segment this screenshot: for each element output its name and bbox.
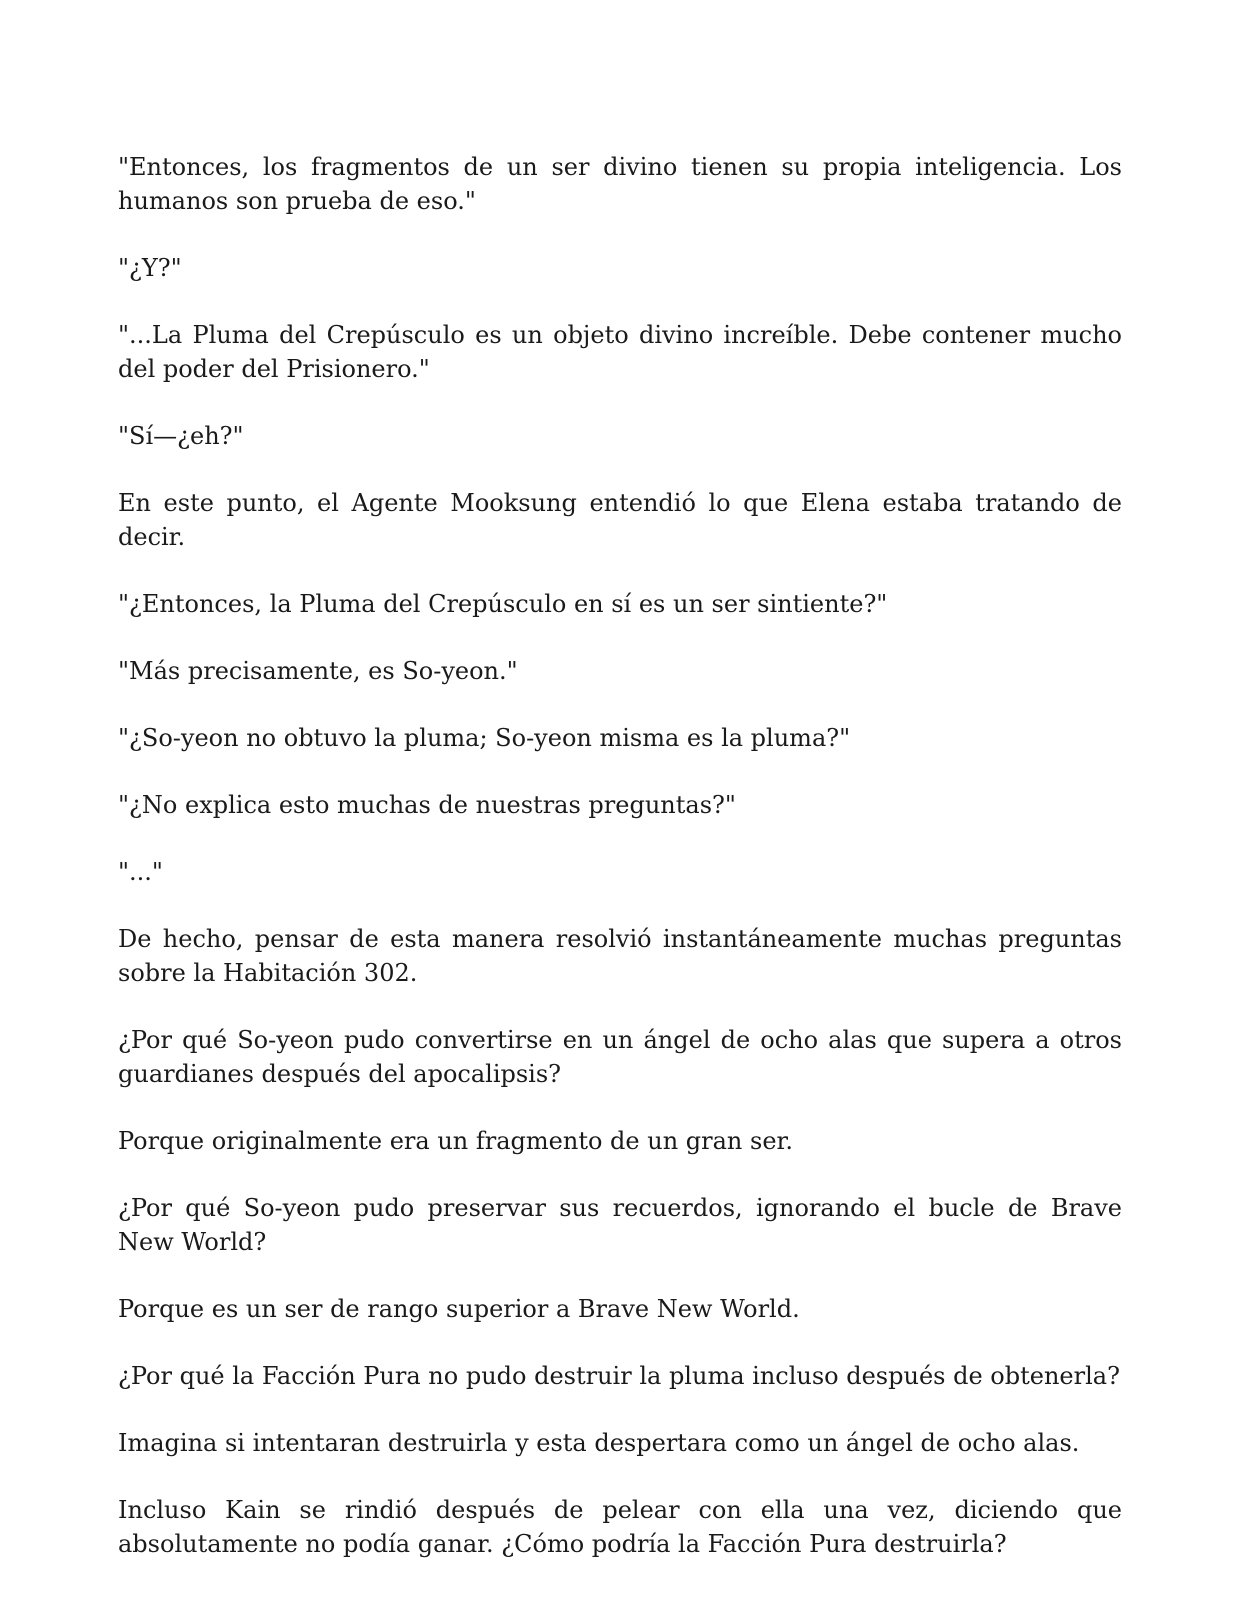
paragraph: ¿Por qué So-yeon pudo preservar sus recuerdos, ignorando el bucle de Brave New World?: [118, 1194, 1122, 1256]
paragraph: ¿Por qué So-yeon pudo convertirse en un ángel de ocho alas que supera a otros guardianes después del apocalipsis?: [118, 1026, 1122, 1088]
paragraph: De hecho, pensar de esta manera resolvió instantáneamente muchas preguntas sobre la Habitación 302.: [118, 925, 1122, 987]
paragraph: Porque originalmente era un fragmento de un gran ser.: [118, 1127, 793, 1155]
paragraph: ¿Por qué la Facción Pura no pudo destruir la pluma incluso después de obtenerla?: [118, 1362, 1120, 1390]
paragraph: Incluso Kain se rindió después de pelear con ella una vez, diciendo que absolutamente no podía ganar. ¿Cómo podría la Facción Pura destruirla?: [118, 1496, 1122, 1558]
paragraph: "¿No explica esto muchas de nuestras preguntas?": [118, 791, 736, 819]
paragraph: "Más precisamente, es So-yeon.": [118, 657, 518, 685]
paragraph: "¿Entonces, la Pluma del Crepúsculo en sí es un ser sintiente?": [118, 590, 888, 618]
paragraph: "¿So-yeon no obtuvo la pluma; So-yeon misma es la pluma?": [118, 724, 851, 752]
document-body: [118, 150, 1122, 1594]
paragraph: "Entonces, los fragmentos de un ser divino tienen su propia inteligencia. Los humanos son prueba de eso.": [118, 153, 1122, 215]
paragraph: En este punto, el Agente Mooksung entendió lo que Elena estaba tratando de decir.: [118, 489, 1122, 551]
paragraph: "Sí—¿eh?": [118, 422, 244, 450]
paragraph: "¿Y?": [118, 254, 182, 282]
paragraph: "...": [118, 858, 163, 886]
paragraph: Imagina si intentaran destruirla y esta despertara como un ángel de ocho alas.: [118, 1429, 1080, 1457]
paragraph: "...La Pluma del Crepúsculo es un objeto divino increíble. Debe contener mucho del poder del Prisionero.": [118, 321, 1122, 383]
paragraph: Porque es un ser de rango superior a Brave New World.: [118, 1295, 800, 1323]
